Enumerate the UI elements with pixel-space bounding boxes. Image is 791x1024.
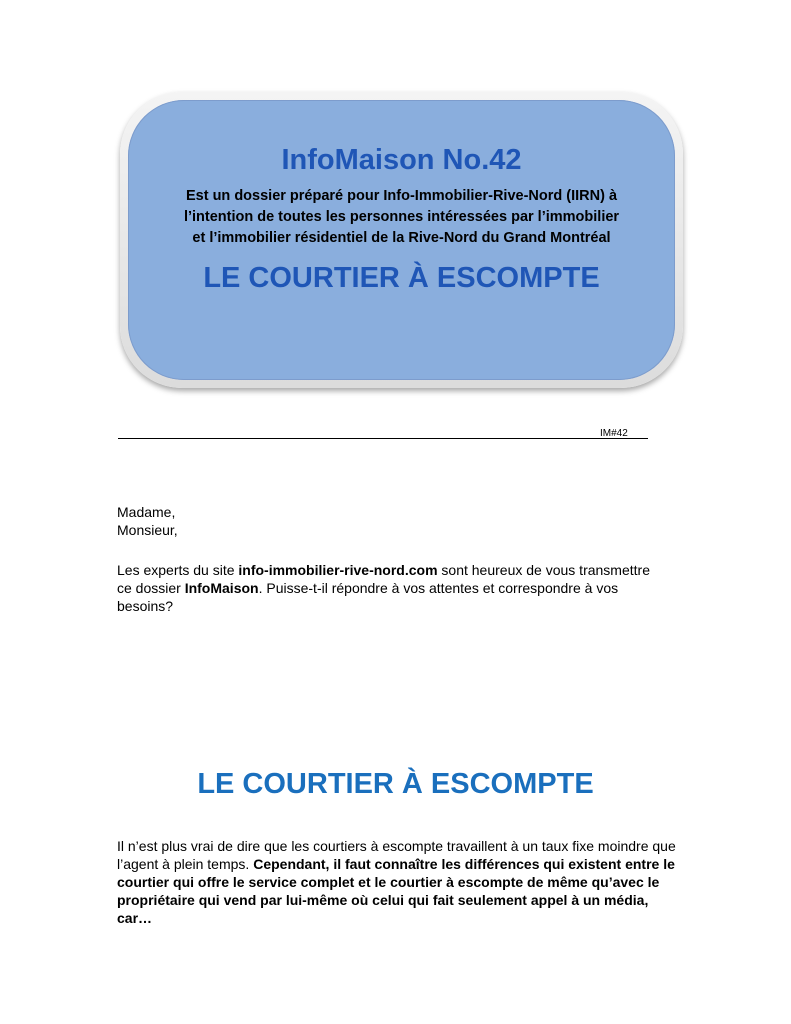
banner-subtitle: LE COURTIER À ESCOMPTE: [203, 262, 600, 294]
site-name: info-immobilier-rive-nord.com: [238, 562, 438, 578]
intro-text: Les experts du site: [117, 562, 239, 578]
banner-title: InfoMaison No.42: [281, 144, 522, 176]
greeting-madame: Madame,: [117, 504, 176, 520]
document-reference: IM#42: [600, 428, 628, 439]
intro-paragraph: [117, 561, 667, 615]
banner-description-line: l’intention de toutes les personnes intéressées par l’immobilier: [183, 209, 620, 225]
article-text: Il n’est plus vrai de dire que les courtiers à escompte travaillent à un taux fixe moindre que l’agent à plein temps.: [117, 838, 676, 872]
title-banner: [120, 92, 683, 388]
intro-text: . Puisse-t-il répondre à vos attentes et correspondre à vos besoins?: [117, 580, 619, 614]
section-title: LE COURTIER À ESCOMPTE: [197, 768, 594, 800]
brand-name: InfoMaison: [184, 580, 259, 596]
intro-text: sont heureux de vous transmettre ce dossier: [117, 562, 650, 596]
banner-description-line: et l’immobilier résidentiel de la Rive-Nord du Grand Montréal: [192, 230, 611, 246]
banner-description-line: Est un dossier préparé pour Info-Immobilier-Rive-Nord (IIRN) à: [185, 188, 618, 204]
greeting-monsieur: Monsieur,: [117, 522, 178, 538]
article-bold-text: Cependant, il faut connaître les différences qui existent entre le courtier qui offre le service complet et le courtier à escompte de même qu’avec le propriétaire qui vend par lui-même où celui qui fait seulement appel à un média, car…: [117, 856, 675, 926]
header-rule: [118, 438, 648, 439]
banner-description: [148, 186, 655, 249]
article-paragraph: [117, 837, 677, 927]
title-banner-panel: [128, 100, 675, 380]
